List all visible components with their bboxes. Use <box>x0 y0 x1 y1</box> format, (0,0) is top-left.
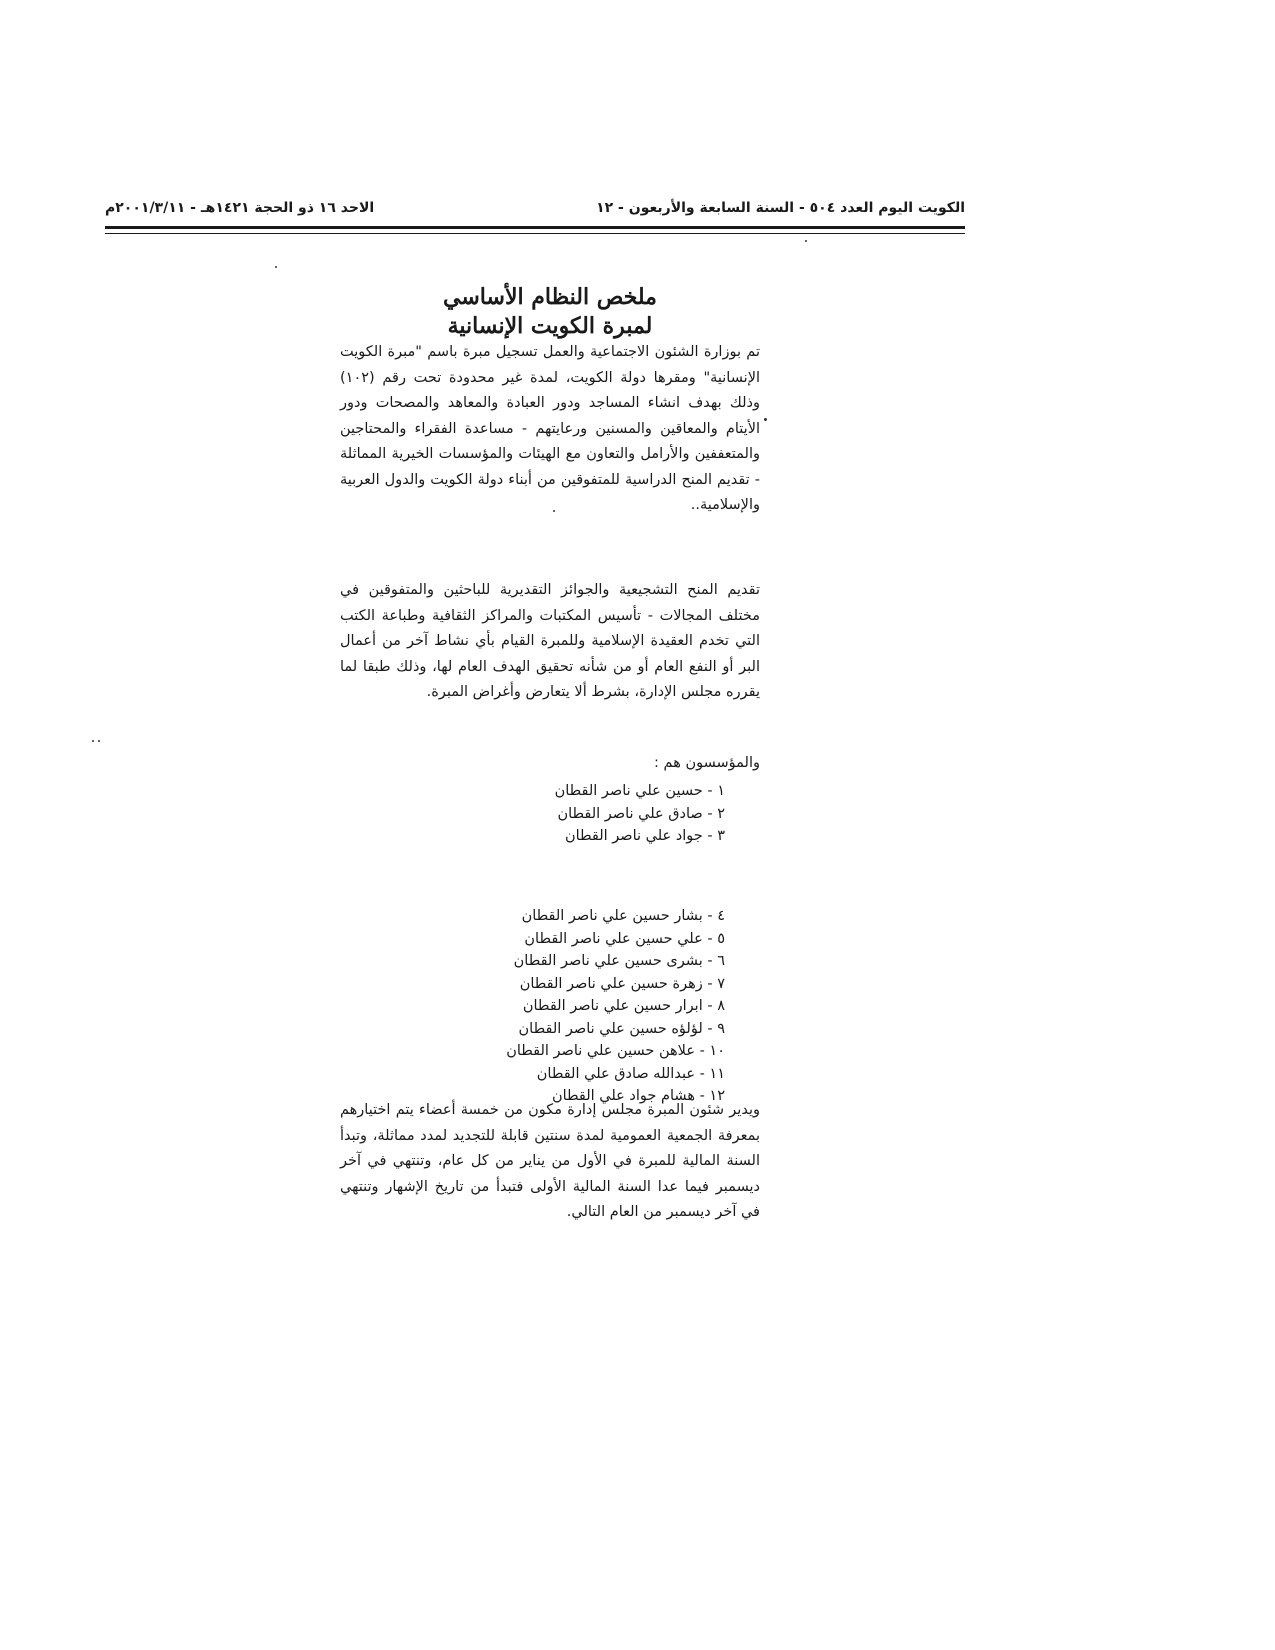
founder-item: ١ - حسين علي ناصر القطان <box>554 783 725 799</box>
document-title-line1: ملخص النظام الأساسي <box>443 284 657 310</box>
page-header <box>105 200 965 246</box>
founders-list-b <box>425 905 725 1108</box>
founder-item: ١١ - عبدالله صادق علي القطان <box>536 1065 725 1082</box>
founders-intro: والمؤسسون هم : <box>654 755 760 771</box>
header-date: الاحد ١٦ ذو الحجة ١٤٢١هـ - ٢٠٠١/٣/١١م <box>105 200 375 216</box>
scan-speck <box>805 240 807 242</box>
scan-speck <box>92 740 94 742</box>
header-rule-thick <box>105 226 965 229</box>
scan-speck <box>275 266 277 268</box>
founder-item: ٨ - ابرار حسين علي ناصر القطان <box>522 998 725 1014</box>
paragraph-activities: تقديم المنح التشجيعية والجوائز التقديرية للباحثين والمتفوقين في مختلف المجالات - تأسيس المكتبات والمراكز الثقافية وطباعة الكتب التي تخدم العقيدة الإسلامية وللمبرة القيام بأي نشاط آخر من أعمال البر أو النفع العام أو من شأنه تحقيق الهدف العام لها، وذلك طبقا لما يقرره مجلس الإدارة، بشرط ألا يتعارض وأغراض المبرة. <box>340 582 760 700</box>
founder-item: ٣ - جواد علي ناصر القطان <box>564 828 725 844</box>
founders-list-a <box>465 780 725 848</box>
founder-item: ٩ - لؤلؤه حسين علي ناصر القطان <box>518 1020 725 1037</box>
founder-item: ٦ - بشرى حسين علي ناصر القطان <box>513 953 725 969</box>
founder-item: ٥ - علي حسين علي ناصر القطان <box>524 930 725 947</box>
founder-item: ١٢ - هشام جواد علي القطان <box>551 1088 725 1104</box>
founder-item: ١٠ - علاهن حسين علي ناصر القطان <box>506 1043 725 1059</box>
document-title-line2: لمبرة الكويت الإنسانية <box>447 313 653 339</box>
header-issue-info: الكويت اليوم العدد ٥٠٤ - السنة السابعة والأربعون - ١٢ <box>596 200 965 216</box>
scan-speck <box>98 740 100 742</box>
founder-item: ٤ - بشار حسين علي ناصر القطان <box>521 908 725 924</box>
scan-speck <box>764 418 767 421</box>
founder-item: ٢ - صادق علي ناصر القطان <box>557 805 725 822</box>
header-rule-thin <box>105 233 965 234</box>
paragraph-objectives: تم بوزارة الشئون الاجتماعية والعمل تسجيل مبرة باسم "مبرة الكويت الإنسانية" ومقرها دولة الكويت، لمدة غير محدودة تحت رقم (١٠٢) وذلك بهدف انشاء المساجد ودور العبادة والمعاهد والمصحات ودور الأيتام والمعاقين والمسنين ورعايتهم - مساعدة الفقراء والمحتاجين والمتعففين والأرامل والتعاون مع الهيئات والمؤسسات الخيرية المماثلة - تقديم المنح الدراسية للمتفوقين من أبناء دولة الكويت والدول العربية والإسلامية.. <box>340 344 760 513</box>
paragraph-management: ويدير شئون المبرة مجلس إدارة مكون من خمسة أعضاء يتم اختيارهم بمعرفة الجمعية العمومية لمدة سنتين قابلة للتجديد لمدد مماثلة، وتبدأ السنة المالية للمبرة في الأول من يناير من كل عام، وتنتهي في آخر ديسمبر فيما عدا السنة المالية الأولى فتبدأ من تاريخ الإشهار وتنتهي في آخر ديسمبر من العام التالي. <box>340 1102 760 1220</box>
founder-item: ٧ - زهرة حسين علي ناصر القطان <box>519 975 725 992</box>
